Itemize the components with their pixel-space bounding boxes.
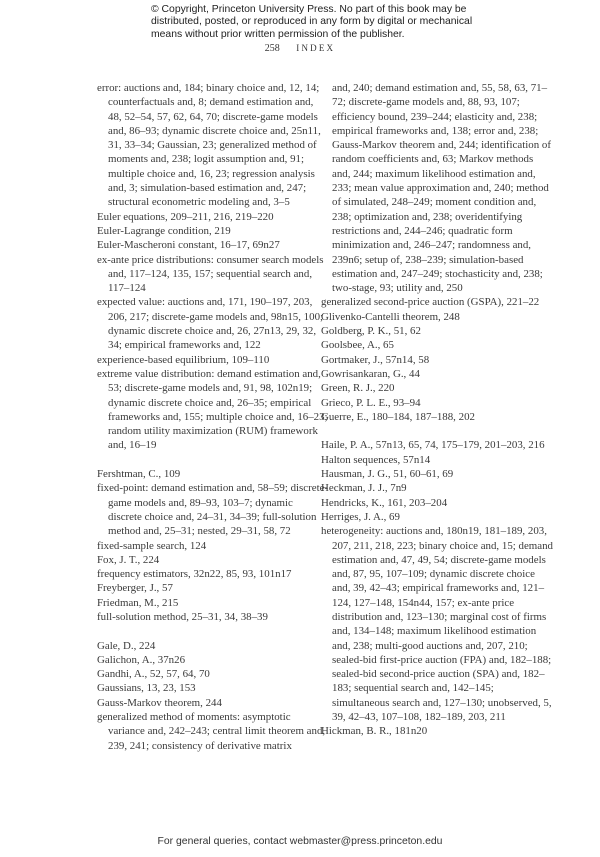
footer-contact: For general queries, contact webmaster@press.princeton.edu [157,836,443,847]
index-entry: full-solution method, 25–31, 34, 38–39 [97,610,268,623]
index-entry: extreme value distribution: demand estimation and, 53; discrete-game models and, 91, 98, 102n19; dynamic discrete choice and, 26–35; empirical frameworks and, 155; multiple choice and, 16–23; random utility maximization (RUM) framework and, 16–19 [97,367,328,452]
index-entry: Green, R. J., 220 [321,382,395,395]
index-entry: Herriges, J. A., 69 [321,510,400,523]
copyright-line: © Copyright, Princeton University Press. No part of this book may be [151,4,467,15]
letter-group-gap [97,624,329,638]
index-entry: generalized method of moments: asymptotic variance and, 242–243; central limit theorem and, 239, 241; consistency of derivative matrix [97,711,326,752]
copyright-notice [0,4,600,41]
letter-group-gap [97,453,329,467]
letter-group-gap [321,424,553,438]
index-entry: error: auctions and, 184; binary choice and, 12, 14; counterfactuals and, 8; demand estimation and, 48, 52–54, 57, 62, 64, 70; discrete-game models and, 86–93; dynamic discrete choice and, 25n11, 31, 33–34; Gaussian, 23; generalized method of moments and, 238; logit assumption and, 91; multiple choice and, 16, 23; regression analysis and, 3; simulation-based estimation and, 247; structural econometric modeling and, 3–5 [97,82,321,209]
index-entry: Fershtman, C., 109 [97,468,181,481]
copyright-line: means without prior written permission of the publisher. [151,28,405,40]
index-entry: Hendricks, K., 161, 203–204 [321,496,448,509]
index-entry-continuation: and, 240; demand estimation and, 55, 58, 63, 71–72; discrete-game models and, 88, 93, 107; efficiency bound, 239–244; elasticity and, 238; empirical frameworks and, 138; error and, 238; Gauss-Markov theorem and, 244; identification of random coefficients and, 63; Markov methods and, 244; maximum likelihood estimation and, 233; mean value approximation and, 240; method of simulated, 248–249; moment condition and, 238; optimization and, 238; overidentifying restrictions and, 244–246; quadratic form minimization and, 246–247; randomness and, 239n6; setup of, 238–239; simulation-based estimation and, 247–249; stochasticity and, 238; two-stage, 93; utility and, 250 [332,82,551,295]
index-entry: Heckman, J. J., 7n9 [321,482,407,495]
index-entry: Haile, P. A., 57n13, 65, 74, 175–179, 201–203, 216 [321,439,545,452]
index-entry: expected value: auctions and, 171, 190–197, 203, 206, 217; discrete-game models and, 98n15, 100; dynamic discrete choice and, 26, 27n13, 29, 32, 34; empirical frameworks and, 122 [97,296,324,352]
index-entry: Gandhi, A., 52, 57, 64, 70 [97,668,210,681]
index-entry: Goldberg, P. K., 51, 62 [321,325,421,338]
index-column-left [97,81,329,753]
index-entry: fixed-point: demand estimation and, 58–59; discrete-game models and, 89–93, 103–7; dynamic discrete choice and, 24–31, 34–39; full-solution method and, 25–31; nested, 29–31, 58, 72 [97,482,329,538]
index-entry: Fox, J. T., 224 [97,553,160,566]
index-entry: Hickman, B. R., 181n20 [321,725,428,738]
index-entry: experience-based equilibrium, 109–110 [97,353,270,366]
page-number: 258 [264,43,280,54]
index-entry: Guerre, E., 180–184, 187–188, 202 [321,410,475,423]
index-entry: Gowrisankaran, G., 44 [321,367,420,380]
index-entry: Gortmaker, J., 57n14, 58 [321,353,430,366]
index-entry: Gale, D., 224 [97,639,156,652]
index-entry: Hausman, J. G., 51, 60–61, 69 [321,468,454,481]
running-title: INDEX [296,43,336,53]
index-entry: frequency estimators, 32n22, 85, 93, 101n17 [97,568,292,581]
index-entry: Euler-Lagrange condition, 219 [97,224,231,237]
index-entry: fixed-sample search, 124 [97,539,207,552]
index-entry: Glivenko-Cantelli theorem, 248 [321,310,460,323]
index-entry: Halton sequences, 57n14 [321,453,431,466]
index-entry: Grieco, P. L. E., 93–94 [321,396,421,409]
running-head [0,43,600,54]
index-entry: heterogeneity: auctions and, 180n19, 181–189, 203, 207, 211, 218, 223; binary choice and, 15; demand estimation and, 47, 49, 54; discrete-game models and, 87, 95, 107–109; dynamic discrete choice and, 39, 42–43; empirical frameworks and, 121–124, 127–148, 154n44, 157; ex-ante price distribution and, 123–130; marginal cost of firms and, 134–148; maximum likelihood estimation and, 238; multi-good auctions and, 207, 210; sealed-bid first-price auction (FPA) and, 182–188; sealed-bid second-price auction (SPA) and, 182–183; sequential search and, 142–145; simultaneous search and, 127–130; unobserved, 5, 39, 42–43, 107–108, 182–189, 203, 211 [321,525,553,724]
index-entry: Euler equations, 209–211, 216, 219–220 [97,210,274,223]
index-entry: Gauss-Markov theorem, 244 [97,696,222,709]
index-entry: Euler-Mascheroni constant, 16–17, 69n27 [97,239,280,252]
index-entry: ex-ante price distributions: consumer search models and, 117–124, 135, 157; sequential search and, 117–124 [97,253,324,295]
index-entry: Freyberger, J., 57 [97,582,173,595]
copyright-line: distributed, posted, or reproduced in any form by digital or mechanical [151,16,473,28]
index-entry: Goolsbee, A., 65 [321,339,394,352]
index-entry: Galichon, A., 37n26 [97,653,186,666]
index-entry: Gaussians, 13, 23, 153 [97,682,196,695]
index-entry: generalized second-price auction (GSPA), 221–22 [321,296,540,309]
index-entry: Friedman, M., 215 [97,596,179,609]
index-column-right [321,81,553,739]
